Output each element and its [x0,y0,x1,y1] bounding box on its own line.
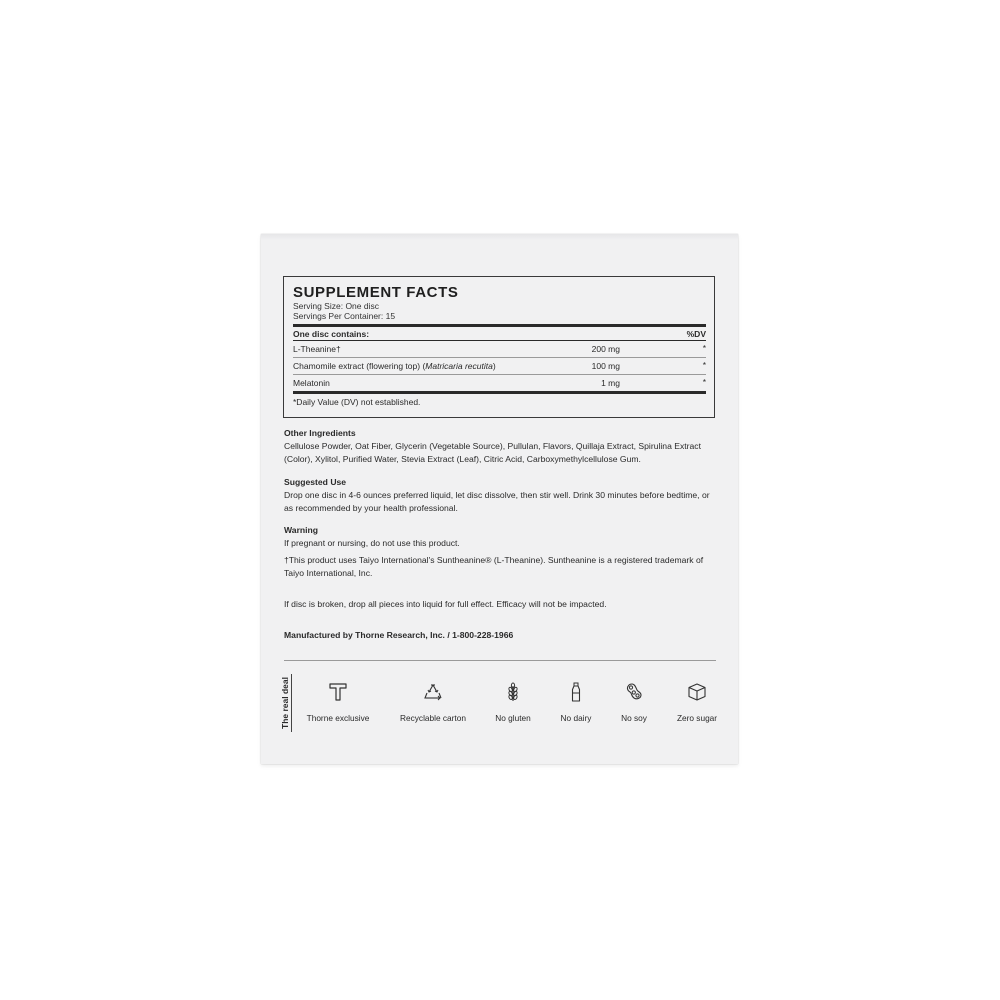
facts-row [293,341,706,358]
milk-bottle-icon [569,682,583,702]
ingredient-dv: * [702,360,706,370]
broken-disc-note: If disc is broken, drop all pieces into liquid for full effect. Efficacy will not be impacted. [284,599,607,609]
thorne-t-icon [328,682,348,702]
warning-text: If pregnant or nursing, do not use this product. [284,538,460,548]
ingredient-name: Chamomile extract (flowering top) (Matricaria recutita) [293,361,496,371]
soybean-icon [625,682,643,702]
facts-title: SUPPLEMENT FACTS [293,284,459,301]
real-deal-text: The real deal [279,677,290,729]
warning-section [284,524,714,580]
facts-header-left: One disc contains: [293,329,370,339]
ingredient-name: Melatonin [293,378,330,388]
ingredient-dv: * [702,377,706,387]
badge-thorne-exclusive [298,682,378,723]
badge-zero-sugar [657,682,737,723]
badge-label: Recyclable carton [400,713,466,723]
facts-header-row [293,327,706,340]
recycle-icon [422,682,444,702]
ingredient-dv: * [702,343,706,353]
other-ingredients-text: Cellulose Powder, Oat Fiber, Glycerin (Vegetable Source), Pullulan, Flavors, Quillaja Extract, Spirulina Extract (Color), Xylitol, Purified Water, Stevia Extract (Leaf), Citric Acid, Carboxymethylcellulose Gum. [284,441,701,464]
badge-label: Thorne exclusive [306,713,370,723]
badge-label: No gluten [495,713,531,723]
wheat-icon [506,682,520,702]
ingredient-amount: 1 mg [601,378,620,388]
ingredient-latin-name: Matricaria recutita [425,361,493,371]
badge-recyclable-carton [393,682,473,723]
supplement-facts-panel [283,276,715,418]
badge-label: No dairy [560,713,592,723]
suggested-use-text: Drop one disc in 4-6 ounces preferred liquid, let disc dissolve, then stir well. Drink 30 minutes before bedtime, or as recommended by your health professional. [284,490,710,513]
warning-heading: Warning [284,525,319,535]
badge-label: Zero sugar [676,713,718,723]
ingredient-amount: 200 mg [591,344,620,354]
serving-size: Serving Size: One disc [293,301,379,311]
servings-per-container: Servings Per Container: 15 [293,311,396,321]
ingredient-name: L-Theanine† [293,344,341,354]
ingredient-name-text: Chamomile extract (flowering top) [293,361,421,371]
trademark-note: †This product uses Taiyo International's Suntheanine® (L-Theanine). Suntheanine is a registered trademark of Taiyo International, Inc. [284,555,704,578]
real-deal-label [278,674,292,732]
other-ingredients-section [284,427,714,466]
badge-label: No soy [621,713,647,723]
manufacturer-line: Manufactured by Thorne Research, Inc. / 1-800-228-1966 [284,630,514,640]
suggested-use-section [284,476,714,515]
facts-row [293,358,706,375]
suggested-use-heading: Suggested Use [284,477,347,487]
facts-header-dv: %DV [686,329,706,339]
ingredient-amount: 100 mg [591,361,620,371]
sugar-cube-icon [687,682,707,702]
dv-footnote: *Daily Value (DV) not established. [293,397,421,407]
product-box-back [261,234,738,764]
bottom-divider [284,660,716,661]
facts-row [293,375,706,394]
other-ingredients-heading: Other Ingredients [284,428,356,438]
